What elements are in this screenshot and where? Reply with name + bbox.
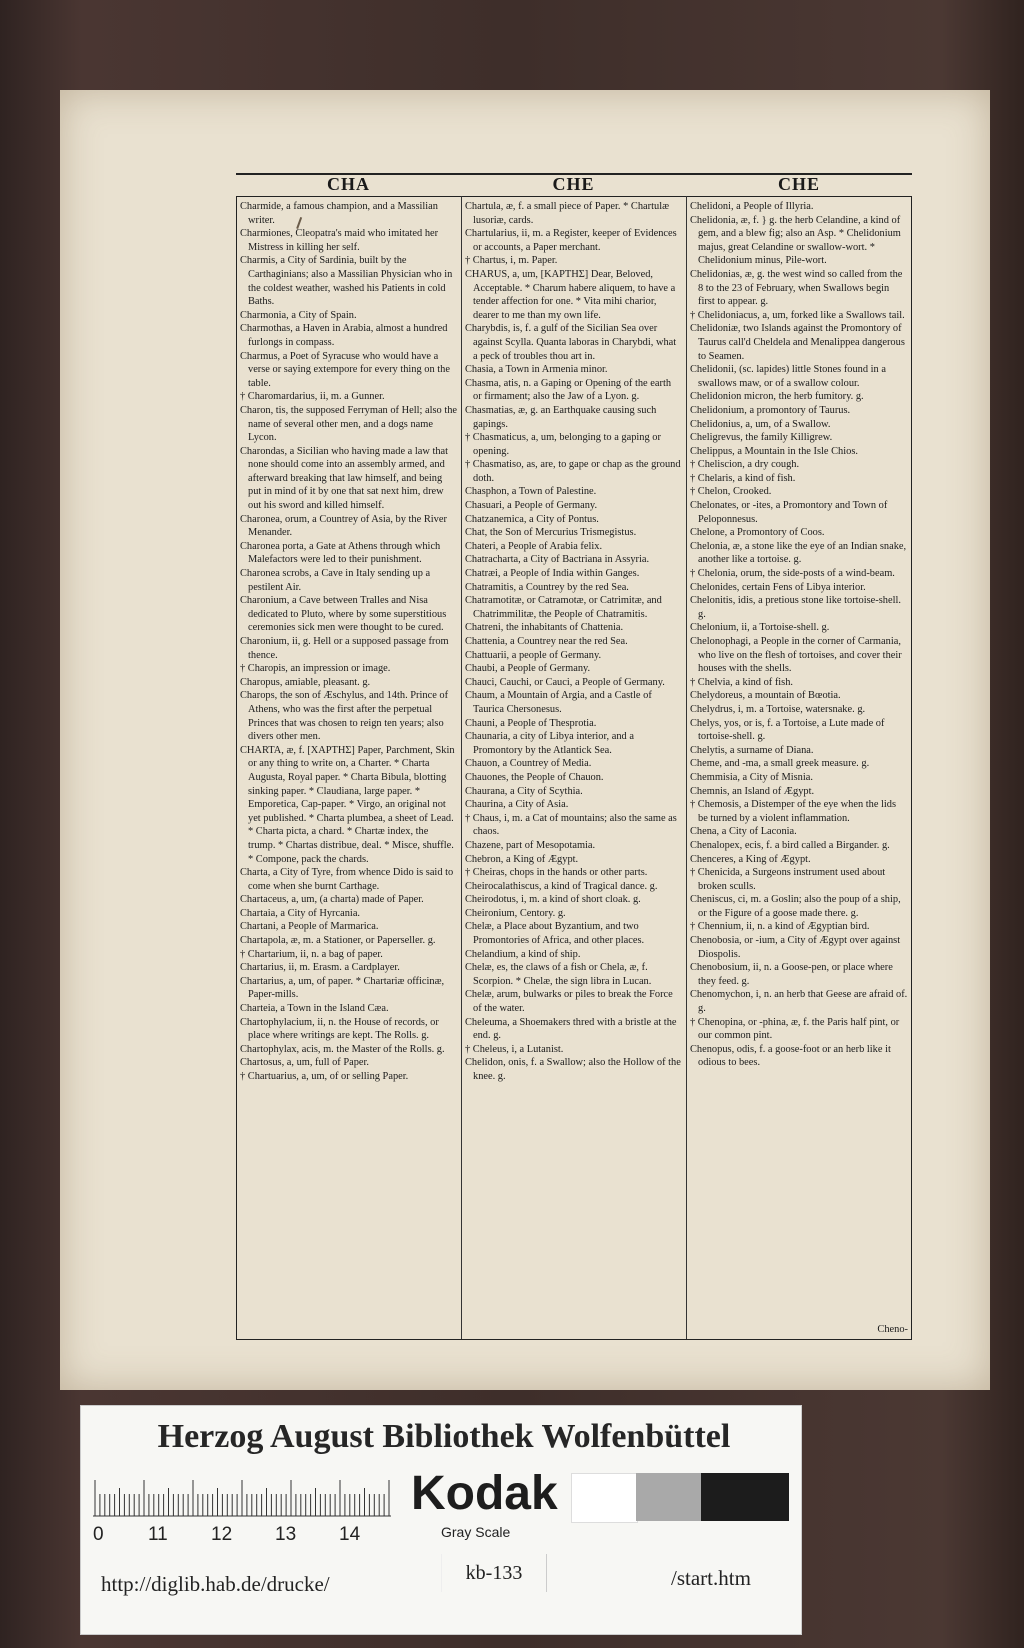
dictionary-entry: Chaurina, a City of Asia. <box>465 799 569 811</box>
dictionary-entry: Chartapola, æ, m. a Stationer, or Paperseller. g. <box>240 935 436 947</box>
dictionary-entry: Chebron, a King of Ægypt. <box>465 853 579 865</box>
dictionary-entry: Chartophylax, acis, m. the Master of the Rolls. g. <box>240 1043 445 1055</box>
dictionary-entry: Chaurana, a City of Scythia. <box>465 785 583 797</box>
library-url-base[interactable]: http://diglib.hab.de/drucke/ <box>101 1572 330 1596</box>
gray-swatch-mid <box>636 1473 701 1521</box>
dictionary-entry: Charmothas, a Haven in Arabia, almost a hundred furlongs in compass. <box>240 323 448 348</box>
dictionary-entry: † Charomardarius, ii, m. a Gunner. <box>240 391 385 403</box>
dictionary-entry: Chenceres, a King of Ægypt. <box>690 853 811 865</box>
dictionary-entry: Chaum, a Mountain of Argia, and a Castle of Taurica Chersonesus. <box>465 690 652 715</box>
dictionary-entry: † Charopis, an impression or image. <box>240 663 391 675</box>
dictionary-entry: Chenalopex, ecis, f. a bird called a Birgander. g. <box>690 839 890 851</box>
dictionary-entry: Charonea scrobs, a Cave in Italy sending up a pestilent Air. <box>240 568 431 593</box>
dictionary-entry: Chasma, atis, n. a Gaping or Opening of the earth or firmament; also the Jaw of a Lyon. g. <box>465 377 672 403</box>
dictionary-entry: Chelidonius, a, um, of a Swallow. <box>690 418 831 430</box>
dictionary-entry: Charonium, a Cave between Tralles and Nisa dedicated to Pluto, where by some superstitious ceremonies sick men were thought to be cured. <box>240 595 447 634</box>
dictionary-entry: † Chenopina, or -phina, æ, f. the Paris half pint, or our common pint. <box>690 1016 900 1042</box>
dictionary-entry: Chatzanemica, a City of Pontus. <box>465 513 599 525</box>
dictionary-entry: Chartaceus, a, um, (a charta) made of Paper. <box>240 894 424 906</box>
dictionary-entry: Chauones, the People of Chauon. <box>465 771 604 783</box>
dictionary-entry: Chelippus, a Mountain in the Isle Chios. <box>690 445 858 457</box>
dictionary-entry: Chazene, part of Mesopotamia. <box>465 839 596 851</box>
dictionary-entry: Chelydoreus, a mountain of Bœotia. <box>690 690 841 702</box>
dictionary-entry: Chelone, a Promontory of Coos. <box>690 527 825 539</box>
dictionary-entry: Chattuarii, a people of Germany. <box>465 649 602 661</box>
dictionary-entry: Chat, the Son of Mercurius Trismegistus. <box>465 527 637 539</box>
library-url-path[interactable]: /start.htm <box>671 1566 751 1590</box>
dictionary-entry: Chauni, a People of Thesprotia. <box>465 717 597 729</box>
dictionary-entry: Charmus, a Poet of Syracuse who would have a verse or saying extempore for every thing on the table. <box>240 350 450 389</box>
dictionary-entry: Chateri, a People of Arabia felix. <box>465 540 603 552</box>
dictionary-entry: Charon, tis, the supposed Ferryman of Hell; also the name of several other men, and a dogs name Lycon. <box>240 404 457 444</box>
dictionary-entry: Chatramitis, a Countrey by the red Sea. <box>465 581 629 593</box>
dictionary-entry: Chelæ, arum, bulwarks or piles to break the Force of the water. <box>465 989 673 1015</box>
ruler-label: 14 <box>339 1524 361 1545</box>
dictionary-entry: † Chartuarius, a, um, of or selling Paper. <box>240 1071 409 1082</box>
dictionary-entry: Charmiones, Cleopatra's maid who imitated her Mistress in killing her self. <box>240 228 439 253</box>
dictionary-entry: Cheirocalathiscus, a kind of Tragical dance. g. <box>465 880 658 892</box>
dictionary-entry: Cheligrevus, the family Killigrew. <box>690 432 833 444</box>
dictionary-entry: Chelydrus, i, m. a Tortoise, watersnake. g. <box>690 703 866 715</box>
dictionary-entry: † Chelidoniacus, a, um, forked like a Swallows tail. <box>690 309 905 321</box>
dictionary-entry: Chenobosium, ii, n. a Goose-pen, or place where they feed. g. <box>690 962 893 987</box>
bottom-rule <box>236 1339 912 1340</box>
right-border <box>911 196 912 1339</box>
catalog-code: kb-133 <box>441 1554 547 1592</box>
dictionary-entry: Chauci, Cauchi, or Cauci, a People of Germany. <box>465 676 665 688</box>
dictionary-entry: Chattenia, a Countrey near the red Sea. <box>465 636 628 647</box>
dictionary-entry: Chelytis, a surname of Diana. <box>690 744 814 756</box>
dictionary-entry: Chartarius, a, um, of paper. * Chartariæ officinæ, Paper-mills. <box>240 975 445 1001</box>
dictionary-entry: Charmonia, a City of Spain. <box>240 309 357 321</box>
dictionary-entry: † Chartarium, ii, n. a bag of paper. <box>240 948 383 960</box>
ruler-scale <box>93 1478 393 1518</box>
dictionary-entry: Chasmatias, æ, g. an Earthquake causing such gapings. <box>465 404 657 430</box>
library-title: Herzog August Bibliothek Wolfenbüttel <box>157 1418 731 1455</box>
ruler-label: 0 <box>93 1524 104 1545</box>
dictionary-entry: Chartaia, a City of Hyrcania. <box>240 907 361 919</box>
dictionary-entry: Chatreni, the inhabitants of Chattenia. <box>465 622 624 634</box>
dictionary-entry: Charondas, a Sicilian who having made a law that none should come into an assembly armed, and afterward breaking that law himself, and being put in mind of it by one that sat next him, drew out his sword and killed himself. <box>240 445 449 512</box>
dictionary-entry: Chenobosia, or -ium, a City of Ægypt over against Diospolis. <box>690 935 901 960</box>
gray-swatch-white <box>571 1473 638 1523</box>
ruler-label: 13 <box>275 1524 297 1545</box>
dictionary-entry: Chelonides, certain Fens of Libya interior. <box>690 581 866 593</box>
dictionary-entry: Chartosus, a, um, full of Paper. <box>240 1057 369 1069</box>
ruler-label: 12 <box>211 1524 233 1545</box>
column-left <box>240 200 457 1336</box>
dictionary-entry: † Chelon, Crooked. <box>690 486 772 498</box>
gray-scale-label: Gray Scale <box>441 1524 511 1540</box>
dictionary-entry: Chatramotitæ, or Catramotæ, or Catrimitæ, and Chatrimmilitæ, the People of Chatramitis. <box>465 595 662 620</box>
dictionary-entry: Charonea porta, a Gate at Athens through which Malefactors were led to their punishment. <box>240 540 441 566</box>
running-head-left: CHA <box>327 174 370 194</box>
dictionary-entry: Chartarius, ii, m. Erasm. a Cardplayer. <box>240 962 400 974</box>
dictionary-entry: Charteia, a Town in the Island Cæa. <box>240 1003 389 1015</box>
dictionary-entry: Chaunaria, a city of Libya interior, and a Promontory by the Atlantick Sea. <box>465 731 634 756</box>
dictionary-entry: Cheme, and -ma, a small greek measure. g. <box>690 758 870 770</box>
dictionary-entry: Chelidoni, a People of Illyria. <box>690 201 814 212</box>
dictionary-entry: Cheleuma, a Shoemakers thred with a bristle at the end. g. <box>465 1016 677 1042</box>
dictionary-entry: Charta, a City of Tyre, from whence Dido is said to come when she burnt Carthage. <box>240 867 454 892</box>
column-center <box>465 200 682 1336</box>
dictionary-entry: Charopus, amiable, pleasant. g. <box>240 676 371 688</box>
dictionary-entry: Cheironium, Centory. g. <box>465 907 566 919</box>
dictionary-entry: Chelidonia, æ, f. } g. the herb Celandine, a kind of gem, and a blew fig; also an Asp. * Chelidonium majus, great Celandine or swallow-wort. * Chelidonium minus, Pile-wort. <box>690 214 901 267</box>
dictionary-entry: † Chaus, i, m. a Cat of mountains; also the same as chaos. <box>465 812 677 838</box>
dictionary-entry: Chelæ, es, the claws of a fish or Chela, æ, f. Scorpion. * Chelæ, the sign libra in Lucan. <box>465 962 652 987</box>
dictionary-entry: Chasuari, a People of Germany. <box>465 500 598 512</box>
running-head-center: CHE <box>552 174 595 194</box>
dictionary-page-frame <box>236 160 912 1340</box>
dictionary-entry: † Chasmatiso, as, are, to gape or chap as the ground doth. <box>465 459 681 484</box>
dictionary-entry: Cheirodotus, i, m. a kind of short cloak. g. <box>465 894 641 906</box>
dictionary-entry: Chatræi, a People of India within Ganges. <box>465 568 640 580</box>
dictionary-entry: Chemmisia, a City of Misnia. <box>690 771 813 783</box>
dictionary-entry: Chelonitis, idis, a pretious stone like tortoise-shell. g. <box>690 595 901 620</box>
dictionary-entry: Chelæ, a Place about Byzantium, and two Promontories of Africa, and other places. <box>465 921 645 947</box>
dictionary-entry: Charonium, ii, g. Hell or a supposed passage from thence. <box>240 636 449 661</box>
left-border <box>236 196 237 1339</box>
dictionary-entry: Chelidoniæ, two Islands against the Promontory of Taurus call'd Cheldela and Menalippea dangerous to Seamen. <box>690 323 905 362</box>
catchword: Cheno- <box>877 1324 908 1335</box>
dictionary-entry: Charybdis, is, f. a gulf of the Sicilian Sea over against Scylla. Quanta laboras in Charybdi, what a peck of troubles thou art in. <box>465 323 677 362</box>
dictionary-entry: Chasphon, a Town of Palestine. <box>465 486 597 498</box>
dictionary-entry: Charmide, a famous champion, and a Massilian writer. <box>240 201 438 226</box>
dictionary-entry: Chenomychon, i, n. an herb that Geese are afraid of. g. <box>690 989 908 1015</box>
dictionary-entry: Chelidonium, a promontory of Taurus. <box>690 404 851 416</box>
dictionary-entry: CHARUS, a, um, [ΚΑΡΤΗΣ] Dear, Beloved, Acceptable. * Charum habere aliquem, to have a tender affection for one. * Vita mihi charior, dearer to me than my own life. <box>465 268 676 321</box>
kodak-logo: Kodak <box>411 1467 558 1520</box>
column-right <box>690 200 908 1336</box>
dictionary-entry: Cheniscus, ci, m. a Goslin; also the poup of a ship, or the Figure of a goose made there. g. <box>690 894 901 919</box>
dictionary-entry: Chaubi, a People of Germany. <box>465 663 591 675</box>
dictionary-entry: † Cheiras, chops in the hands or other parts. <box>465 867 648 879</box>
dictionary-entry: Chartularius, ii, m. a Register, keeper of Evidences or accounts, a Paper merchant. <box>465 228 677 253</box>
dictionary-entry: † Chennium, ii, n. a kind of Ægyptian bird. <box>690 921 870 933</box>
dictionary-entry: CHARTA, æ, f. [ΧΑΡΤΗΣ] Paper, Parchment, Skin or any thing to write on, a Charter. * Charta Augusta, Royal paper. * Charta Bibula, blotting sinking paper. * Claudiana, large paper. * Emporetica, Cap-paper. * Virgo, an original not yet published. * Charta plumbea, a sheet of Lead. * Charta picta, a chard. * Chartæ index, the trump. * Chartas distribue, deal. * Misce, shuffle. * Compone, pack the chards. <box>240 744 455 865</box>
dictionary-entry: † Chartus, i, m. Paper. <box>465 255 558 267</box>
dictionary-entry: Chenopus, odis, f. a goose-foot or an herb like it odious to bees. <box>690 1043 891 1069</box>
dictionary-entry: Chatracharta, a City of Bactriana in Assyria. <box>465 554 650 566</box>
ruler-label: 11 <box>148 1524 168 1545</box>
dictionary-entry: Chartophylacium, ii, n. the House of records, or place where writings are kept. The Rolls. g. <box>240 1016 439 1042</box>
dictionary-entry: † Cheliscion, a dry cough. <box>690 459 800 471</box>
ruler-labels <box>93 1524 393 1548</box>
dictionary-entry: Chena, a City of Laconia. <box>690 826 797 838</box>
dictionary-entry: † Chemosis, a Distemper of the eye when the lids be turned by a violent inflammation. <box>690 799 897 824</box>
dictionary-entry: Chelonophagi, a People in the corner of Carmania, who live on the flesh of tortoises, and cover their houses with the shells. <box>690 636 902 675</box>
dictionary-entry: Chelonium, ii, a Tortoise-shell. g. <box>690 622 830 634</box>
dictionary-entry: Charops, the son of Æschylus, and 14th. Prince of Athens, who was the first after the perpetual Princes that was chosen to reign ten years; also divers other men. <box>240 690 449 743</box>
dictionary-entry: Chemnis, an Island of Ægypt. <box>690 785 815 797</box>
header-rule <box>236 196 912 197</box>
dictionary-entry: † Chelonia, orum, the side-posts of a wind-beam. <box>690 568 895 580</box>
dictionary-entry: Chelonia, æ, a stone like the eye of an Indian snake, another like a tortoise. g. <box>690 540 907 566</box>
running-head-right: CHE <box>777 174 820 194</box>
dictionary-entry: Charmis, a City of Sardinia, built by the Carthaginians; also a Massilian Physician who in the coldest weather, washed his Patients in cold Baths. <box>240 255 453 308</box>
dictionary-entry: Chartani, a People of Marmarica. <box>240 921 379 933</box>
library-target-card <box>80 1405 802 1635</box>
dictionary-entry: Chelys, yos, or is, f. a Tortoise, a Lute made of tortoise-shell. g. <box>690 717 885 743</box>
column-divider-1 <box>461 196 462 1339</box>
column-divider-2 <box>686 196 687 1339</box>
dictionary-entry: Charonea, orum, a Countrey of Asia, by the River Menander. <box>240 513 447 539</box>
dictionary-entry: Chelidonii, (sc. lapides) little Stones found in a swallows maw, or of a swallow colour. <box>690 364 886 389</box>
dictionary-entry: † Chenicida, a Surgeons instrument used about broken sculls. <box>690 867 886 892</box>
dictionary-entry: Chelidonias, æ, g. the west wind so called from the 8 to the 23 of February, when Swallows begin first to appear. g. <box>690 268 903 308</box>
dictionary-entry: † Chasmaticus, a, um, belonging to a gaping or opening. <box>465 432 661 457</box>
dictionary-entry: Chauon, a Countrey of Media. <box>465 758 592 770</box>
dictionary-entry: † Cheleus, i, a Lutanist. <box>465 1043 564 1055</box>
dictionary-entry: Chasia, a Town in Armenia minor. <box>465 364 608 376</box>
dictionary-entry: Chelidon, onis, f. a Swallow; also the Hollow of the knee. g. <box>465 1057 681 1082</box>
dictionary-entry: Chartula, æ, f. a small piece of Paper. * Chartulæ lusoriæ, cards. <box>465 201 670 226</box>
dictionary-entry: † Chelaris, a kind of fish. <box>690 472 796 484</box>
dictionary-entry: Chelonates, or -ites, a Promontory and Town of Peloponnesus. <box>690 500 888 525</box>
dictionary-entry: Chelidonion micron, the herb fumitory. g. <box>690 391 864 403</box>
dictionary-entry: † Chelvia, a kind of fish. <box>690 676 794 688</box>
gray-swatch-black <box>701 1473 789 1521</box>
dictionary-entry: Chelandium, a kind of ship. <box>465 948 581 960</box>
